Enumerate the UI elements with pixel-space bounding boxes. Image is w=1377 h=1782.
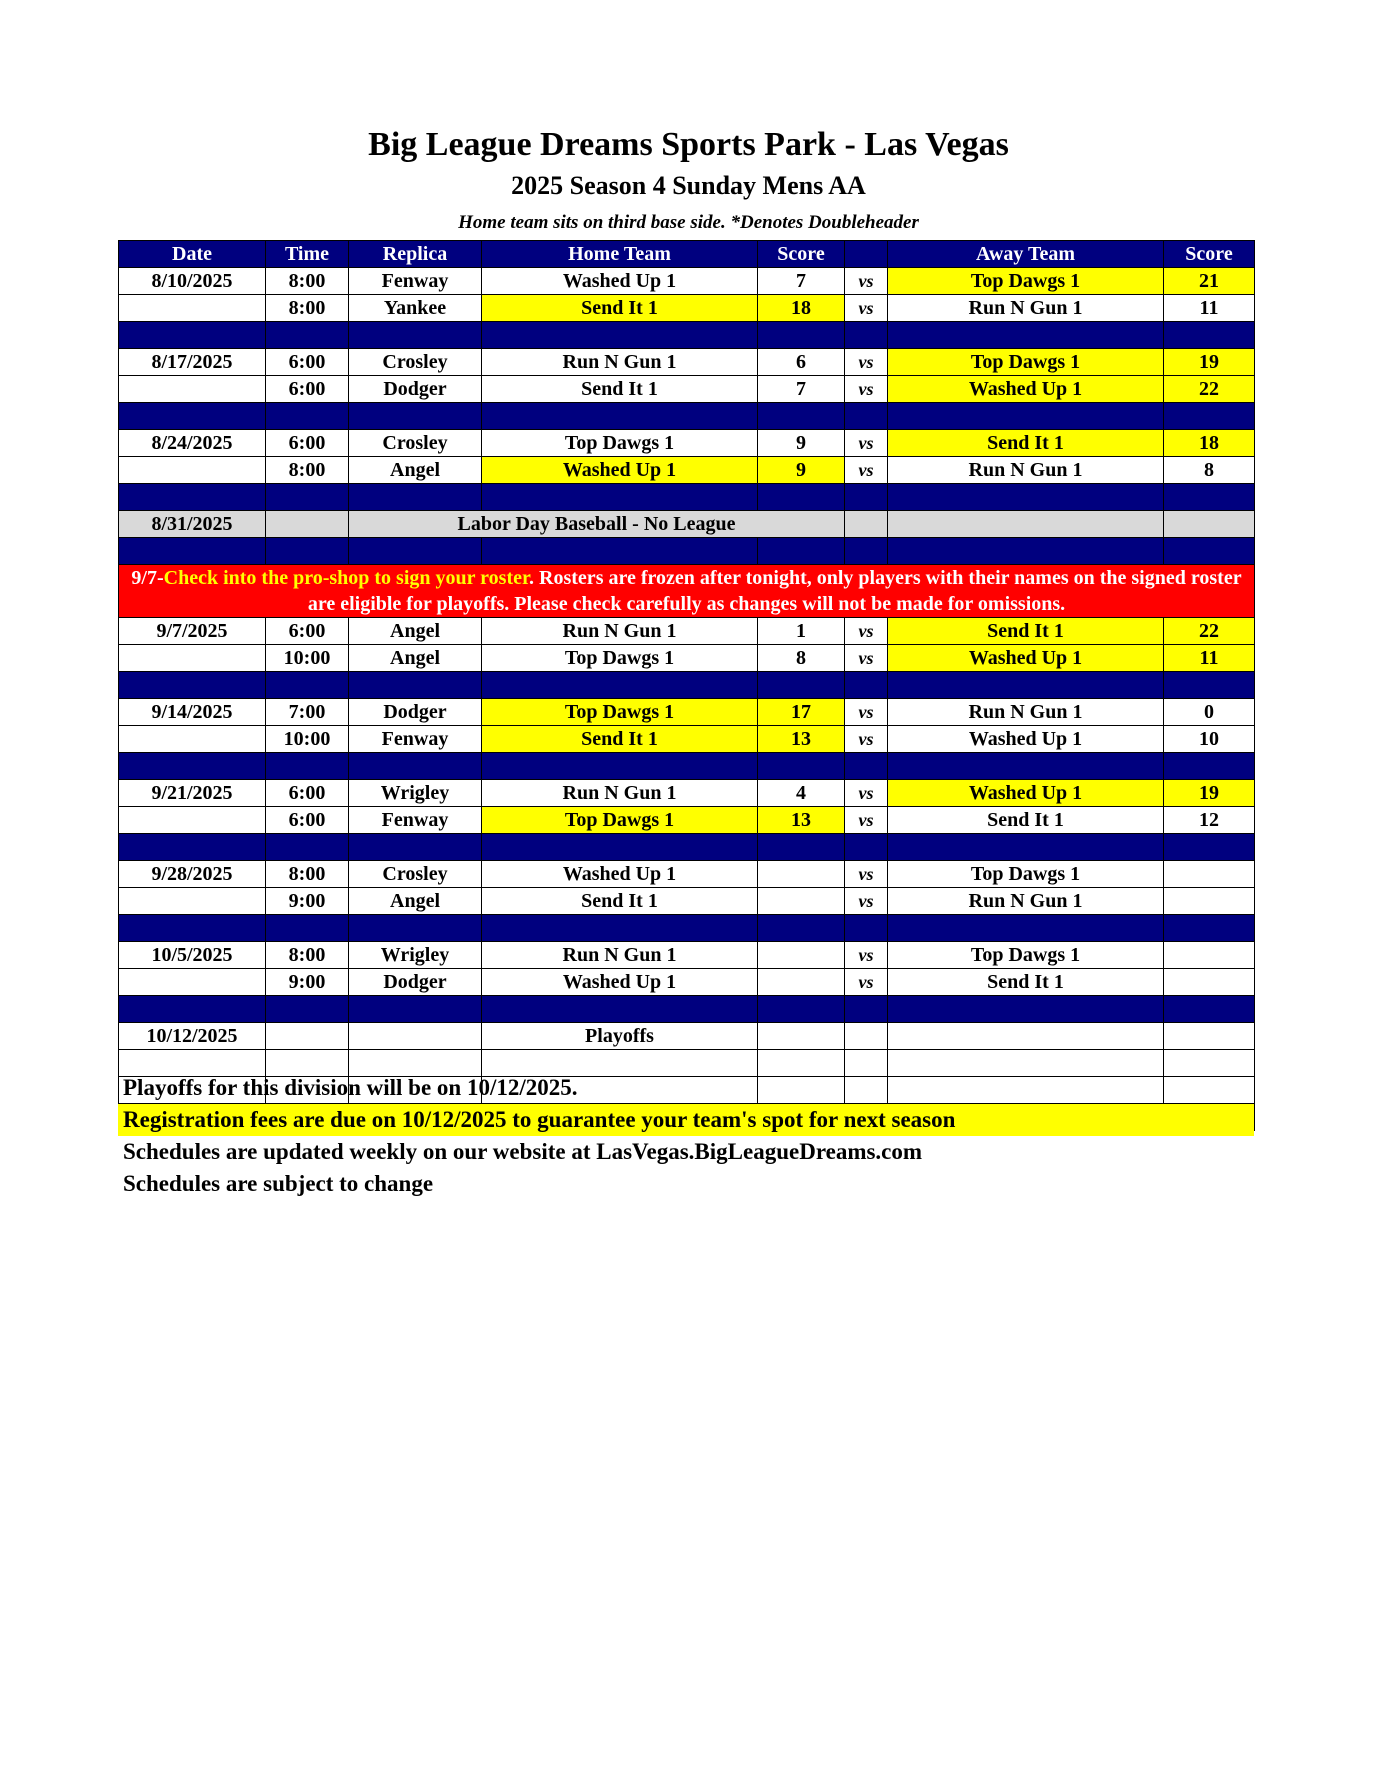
- away-team-cell: Washed Up 1: [888, 376, 1164, 403]
- week-separator-row: [119, 672, 1255, 699]
- replica-cell: Fenway: [349, 807, 482, 834]
- away-team-cell: Send It 1: [888, 430, 1164, 457]
- date-cell: [119, 645, 266, 672]
- game-row: [119, 618, 1255, 645]
- week-separator-row: [119, 834, 1255, 861]
- replica-cell: Dodger: [349, 376, 482, 403]
- column-header-away-score: Score: [1164, 241, 1255, 268]
- separator-cell: [266, 538, 349, 565]
- replica-cell: Crosley: [349, 861, 482, 888]
- time-cell: 10:00: [266, 726, 349, 753]
- away-team-cell: Top Dawgs 1: [888, 861, 1164, 888]
- separator-cell: [888, 834, 1164, 861]
- vs-cell: vs: [845, 807, 888, 834]
- away-score-cell: 19: [1164, 349, 1255, 376]
- replica-cell: Fenway: [349, 268, 482, 295]
- home-team-cell: Top Dawgs 1: [482, 645, 758, 672]
- replica-cell: Dodger: [349, 699, 482, 726]
- game-row: [119, 645, 1255, 672]
- schedule-table: [118, 240, 1255, 1131]
- away-score-cell: 10: [1164, 726, 1255, 753]
- separator-cell: [266, 834, 349, 861]
- home-score-cell: 9: [758, 430, 845, 457]
- separator-cell: [1164, 996, 1255, 1023]
- separator-cell: [266, 484, 349, 511]
- away-team-cell: Washed Up 1: [888, 726, 1164, 753]
- home-score-cell: [758, 861, 845, 888]
- separator-cell: [1164, 753, 1255, 780]
- away-team-cell: Top Dawgs 1: [888, 942, 1164, 969]
- column-header-date: Date: [119, 241, 266, 268]
- home-team-cell: Send It 1: [482, 376, 758, 403]
- separator-cell: [888, 996, 1164, 1023]
- date-cell: 8/24/2025: [119, 430, 266, 457]
- separator-cell: [845, 322, 888, 349]
- vs-cell: vs: [845, 618, 888, 645]
- home-team-cell: Washed Up 1: [482, 861, 758, 888]
- week-separator-row: [119, 753, 1255, 780]
- vs-cell: vs: [845, 430, 888, 457]
- home-score-cell: [758, 969, 845, 996]
- away-score-cell: [1164, 969, 1255, 996]
- away-score-cell: 12: [1164, 807, 1255, 834]
- game-row: [119, 726, 1255, 753]
- separator-cell: [1164, 834, 1255, 861]
- separator-cell: [888, 672, 1164, 699]
- column-header-replica: Replica: [349, 241, 482, 268]
- column-header-home-team: Home Team: [482, 241, 758, 268]
- time-cell: 6:00: [266, 780, 349, 807]
- away-score-cell: 11: [1164, 295, 1255, 322]
- vs-cell: vs: [845, 699, 888, 726]
- date-cell: 8/17/2025: [119, 349, 266, 376]
- replica-cell: [349, 1023, 482, 1050]
- home-score-cell: [758, 1023, 845, 1050]
- vs-cell: vs: [845, 457, 888, 484]
- away-team-cell: [888, 511, 1164, 538]
- separator-cell: [758, 322, 845, 349]
- game-row: [119, 888, 1255, 915]
- website-note: Schedules are updated weekly on our website at LasVegas.BigLeagueDreams.com: [123, 1139, 923, 1164]
- away-team-cell: Top Dawgs 1: [888, 268, 1164, 295]
- replica-cell: Wrigley: [349, 942, 482, 969]
- vs-cell: vs: [845, 349, 888, 376]
- away-score-cell: 0: [1164, 699, 1255, 726]
- game-row: [119, 969, 1255, 996]
- separator-cell: [845, 834, 888, 861]
- away-team-cell: Run N Gun 1: [888, 888, 1164, 915]
- separator-cell: [349, 915, 482, 942]
- home-score-cell: 1: [758, 618, 845, 645]
- notice-text: . Rosters are frozen after tonight, only players with their names on the signed roster are eligible for playoffs. Please check carefully as changes will not be made for omissions.: [307, 567, 1242, 615]
- away-score-cell: [1164, 942, 1255, 969]
- separator-cell: [888, 484, 1164, 511]
- away-score-cell: 22: [1164, 376, 1255, 403]
- separator-cell: [482, 996, 758, 1023]
- home-team-cell: Top Dawgs 1: [482, 430, 758, 457]
- home-score-cell: 8: [758, 645, 845, 672]
- separator-cell: [845, 996, 888, 1023]
- home-team-note: Home team sits on third base side. *Denotes Doubleheader: [458, 212, 919, 233]
- roster-notice-row: [119, 565, 1255, 618]
- away-team-cell: [888, 1023, 1164, 1050]
- home-team-cell: Send It 1: [482, 888, 758, 915]
- roster-notice: [119, 565, 1255, 618]
- week-separator-row: [119, 403, 1255, 430]
- vs-cell: vs: [845, 268, 888, 295]
- notice-highlight: Check into the pro-shop to sign your roster: [163, 567, 530, 589]
- date-cell: 9/21/2025: [119, 780, 266, 807]
- home-team-cell: Washed Up 1: [482, 457, 758, 484]
- time-cell: 10:00: [266, 645, 349, 672]
- time-cell: 8:00: [266, 295, 349, 322]
- away-score-cell: [1164, 861, 1255, 888]
- home-score-cell: 4: [758, 780, 845, 807]
- separator-cell: [482, 538, 758, 565]
- away-score-cell: 8: [1164, 457, 1255, 484]
- separator-cell: [758, 403, 845, 430]
- away-score-cell: [1164, 1023, 1255, 1050]
- separator-cell: [349, 403, 482, 430]
- separator-cell: [119, 538, 266, 565]
- separator-cell: [119, 322, 266, 349]
- separator-cell: [266, 753, 349, 780]
- vs-cell: vs: [845, 295, 888, 322]
- home-team-cell: Run N Gun 1: [482, 780, 758, 807]
- page-title: Big League Dreams Sports Park - Las Vegas: [368, 126, 1009, 163]
- game-row: [119, 457, 1255, 484]
- separator-cell: [119, 403, 266, 430]
- separator-cell: [888, 753, 1164, 780]
- separator-cell: [119, 834, 266, 861]
- separator-cell: [1164, 538, 1255, 565]
- home-team-cell: Run N Gun 1: [482, 942, 758, 969]
- page-subtitle: 2025 Season 4 Sunday Mens AA: [511, 171, 866, 200]
- replica-cell: Angel: [349, 457, 482, 484]
- separator-cell: [266, 672, 349, 699]
- time-cell: 8:00: [266, 861, 349, 888]
- time-cell: 8:00: [266, 268, 349, 295]
- away-team-cell: Top Dawgs 1: [888, 349, 1164, 376]
- away-score-cell: 11: [1164, 645, 1255, 672]
- week-separator-row: [119, 322, 1255, 349]
- time-cell: 6:00: [266, 807, 349, 834]
- game-row: [119, 430, 1255, 457]
- home-team-cell: Top Dawgs 1: [482, 807, 758, 834]
- game-row: [119, 942, 1255, 969]
- separator-cell: [266, 915, 349, 942]
- home-score-cell: 7: [758, 376, 845, 403]
- separator-cell: [266, 996, 349, 1023]
- home-team-cell: Playoffs: [482, 1023, 758, 1050]
- away-team-cell: Run N Gun 1: [888, 295, 1164, 322]
- separator-cell: [482, 484, 758, 511]
- holiday-row: [119, 511, 1255, 538]
- vs-cell: vs: [845, 861, 888, 888]
- home-score-cell: 13: [758, 726, 845, 753]
- home-score-cell: 9: [758, 457, 845, 484]
- away-team-cell: Run N Gun 1: [888, 457, 1164, 484]
- time-cell: [266, 1023, 349, 1050]
- separator-cell: [758, 834, 845, 861]
- separator-cell: [888, 915, 1164, 942]
- replica-cell: Angel: [349, 645, 482, 672]
- replica-cell: Crosley: [349, 349, 482, 376]
- separator-cell: [888, 403, 1164, 430]
- separator-cell: [888, 538, 1164, 565]
- time-cell: 8:00: [266, 942, 349, 969]
- separator-cell: [119, 996, 266, 1023]
- separator-cell: [845, 538, 888, 565]
- away-team-cell: Run N Gun 1: [888, 699, 1164, 726]
- separator-cell: [758, 538, 845, 565]
- vs-cell: [845, 511, 888, 538]
- separator-cell: [349, 672, 482, 699]
- away-team-cell: Send It 1: [888, 969, 1164, 996]
- game-row: [119, 699, 1255, 726]
- away-score-cell: 19: [1164, 780, 1255, 807]
- away-score-cell: [1164, 511, 1255, 538]
- vs-cell: vs: [845, 969, 888, 996]
- separator-cell: [1164, 915, 1255, 942]
- game-row: [119, 1023, 1255, 1050]
- vs-cell: vs: [845, 780, 888, 807]
- date-cell: 10/5/2025: [119, 942, 266, 969]
- replica-cell: Dodger: [349, 969, 482, 996]
- separator-cell: [266, 322, 349, 349]
- separator-cell: [119, 484, 266, 511]
- separator-cell: [758, 484, 845, 511]
- away-score-cell: 21: [1164, 268, 1255, 295]
- separator-cell: [1164, 403, 1255, 430]
- date-cell: [119, 969, 266, 996]
- home-score-cell: [758, 942, 845, 969]
- time-cell: 7:00: [266, 699, 349, 726]
- separator-cell: [349, 753, 482, 780]
- game-row: [119, 861, 1255, 888]
- date-cell: 9/7/2025: [119, 618, 266, 645]
- home-team-cell: Washed Up 1: [482, 969, 758, 996]
- separator-cell: [758, 672, 845, 699]
- separator-cell: [349, 484, 482, 511]
- separator-cell: [758, 753, 845, 780]
- replica-cell: Angel: [349, 618, 482, 645]
- separator-cell: [758, 996, 845, 1023]
- column-header-time: Time: [266, 241, 349, 268]
- registration-fees-note: Registration fees are due on 10/12/2025 to guarantee your team's spot for next season: [118, 1104, 1254, 1136]
- week-separator-row: [119, 996, 1255, 1023]
- vs-cell: vs: [845, 942, 888, 969]
- date-cell: [119, 376, 266, 403]
- date-cell: [119, 726, 266, 753]
- separator-cell: [845, 403, 888, 430]
- away-score-cell: [1164, 888, 1255, 915]
- date-cell: 9/28/2025: [119, 861, 266, 888]
- time-cell: 6:00: [266, 349, 349, 376]
- game-row: [119, 295, 1255, 322]
- table-header-row: [119, 241, 1255, 268]
- date-cell: 8/31/2025: [119, 511, 266, 538]
- week-separator-row: [119, 538, 1255, 565]
- separator-cell: [266, 403, 349, 430]
- time-cell: 6:00: [266, 376, 349, 403]
- time-cell: 6:00: [266, 430, 349, 457]
- away-team-cell: Send It 1: [888, 807, 1164, 834]
- date-cell: [119, 807, 266, 834]
- separator-cell: [482, 403, 758, 430]
- vs-cell: vs: [845, 645, 888, 672]
- separator-cell: [1164, 484, 1255, 511]
- holiday-text: Labor Day Baseball - No League: [349, 511, 845, 538]
- subject-to-change-note: Schedules are subject to change: [123, 1171, 434, 1196]
- replica-cell: Fenway: [349, 726, 482, 753]
- vs-cell: vs: [845, 726, 888, 753]
- column-header-away-team: Away Team: [888, 241, 1164, 268]
- separator-cell: [482, 915, 758, 942]
- home-team-cell: Top Dawgs 1: [482, 699, 758, 726]
- away-score-cell: 22: [1164, 618, 1255, 645]
- date-cell: [119, 888, 266, 915]
- separator-cell: [482, 753, 758, 780]
- game-row: [119, 376, 1255, 403]
- date-cell: 8/10/2025: [119, 268, 266, 295]
- replica-cell: Angel: [349, 888, 482, 915]
- home-score-cell: 17: [758, 699, 845, 726]
- separator-cell: [482, 834, 758, 861]
- separator-cell: [349, 538, 482, 565]
- home-score-cell: 6: [758, 349, 845, 376]
- date-cell: 9/14/2025: [119, 699, 266, 726]
- time-cell: 9:00: [266, 969, 349, 996]
- week-separator-row: [119, 915, 1255, 942]
- vs-cell: [845, 1023, 888, 1050]
- separator-cell: [482, 672, 758, 699]
- column-header-vs: [845, 241, 888, 268]
- date-cell: [119, 295, 266, 322]
- separator-cell: [349, 996, 482, 1023]
- playoffs-date-note: Playoffs for this division will be on 10/12/2025.: [123, 1075, 578, 1100]
- time-cell: [266, 511, 349, 538]
- separator-cell: [482, 322, 758, 349]
- separator-cell: [349, 834, 482, 861]
- home-score-cell: [758, 888, 845, 915]
- home-score-cell: 13: [758, 807, 845, 834]
- week-separator-row: [119, 484, 1255, 511]
- game-row: [119, 807, 1255, 834]
- time-cell: 6:00: [266, 618, 349, 645]
- separator-cell: [845, 672, 888, 699]
- time-cell: 8:00: [266, 457, 349, 484]
- separator-cell: [119, 672, 266, 699]
- separator-cell: [845, 753, 888, 780]
- vs-cell: vs: [845, 376, 888, 403]
- home-score-cell: 7: [758, 268, 845, 295]
- notice-prefix: 9/7-: [131, 567, 164, 589]
- separator-cell: [845, 484, 888, 511]
- separator-cell: [1164, 672, 1255, 699]
- home-team-cell: Run N Gun 1: [482, 618, 758, 645]
- separator-cell: [1164, 322, 1255, 349]
- replica-cell: Wrigley: [349, 780, 482, 807]
- date-cell: [119, 457, 266, 484]
- game-row: [119, 268, 1255, 295]
- column-header-home-score: Score: [758, 241, 845, 268]
- home-team-cell: Send It 1: [482, 295, 758, 322]
- home-team-cell: Send It 1: [482, 726, 758, 753]
- replica-cell: Yankee: [349, 295, 482, 322]
- vs-cell: vs: [845, 888, 888, 915]
- separator-cell: [349, 322, 482, 349]
- separator-cell: [888, 322, 1164, 349]
- away-team-cell: Washed Up 1: [888, 645, 1164, 672]
- replica-cell: Crosley: [349, 430, 482, 457]
- away-score-cell: 18: [1164, 430, 1255, 457]
- home-team-cell: Run N Gun 1: [482, 349, 758, 376]
- away-team-cell: Send It 1: [888, 618, 1164, 645]
- home-team-cell: Washed Up 1: [482, 268, 758, 295]
- away-team-cell: Washed Up 1: [888, 780, 1164, 807]
- time-cell: 9:00: [266, 888, 349, 915]
- separator-cell: [845, 915, 888, 942]
- home-score-cell: 18: [758, 295, 845, 322]
- game-row: [119, 780, 1255, 807]
- date-cell: 10/12/2025: [119, 1023, 266, 1050]
- separator-cell: [119, 753, 266, 780]
- separator-cell: [119, 915, 266, 942]
- schedule-body: [119, 268, 1255, 1131]
- separator-cell: [758, 915, 845, 942]
- game-row: [119, 349, 1255, 376]
